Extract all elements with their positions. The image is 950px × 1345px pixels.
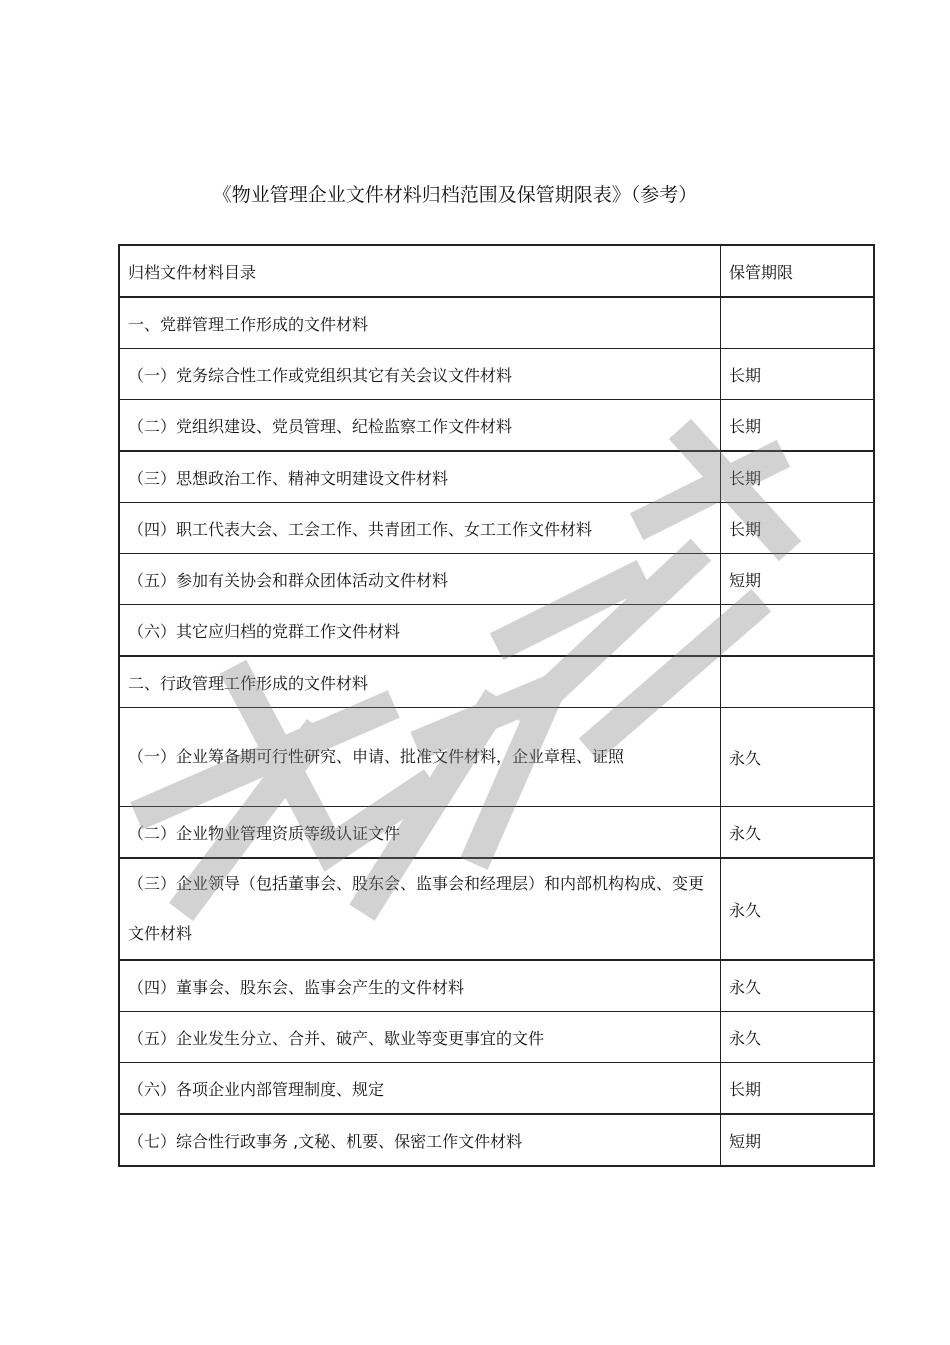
table-row: [119, 297, 874, 349]
row-period: 长期: [721, 349, 875, 400]
retention-table: [118, 244, 875, 1167]
header-item: 归档文件材料目录: [119, 245, 721, 297]
row-period: [721, 605, 875, 657]
table-row: [119, 858, 874, 960]
header-period: 保管期限: [721, 245, 875, 297]
row-item: 二、行政管理工作形成的文件材料: [119, 656, 721, 708]
table-header-row: [119, 245, 874, 297]
row-period: 短期: [721, 1114, 875, 1166]
row-item: （五）企业发生分立、合并、破产、歇业等变更事宜的文件: [119, 1012, 721, 1063]
table-row: [119, 605, 874, 657]
page-title: 《物业管理企业文件材料归档范围及保管期限表》（参考）: [212, 184, 698, 206]
table-row: [119, 400, 874, 452]
table-row: [119, 451, 874, 503]
table-row: [119, 807, 874, 859]
row-item: （三）企业领导（包括董事会、股东会、监事会和经理层）和内部机构构成、变更文件材料: [119, 858, 721, 960]
row-period: [721, 656, 875, 708]
row-period: 永久: [721, 960, 875, 1012]
row-period: 长期: [721, 503, 875, 554]
row-item: （三）思想政治工作、精神文明建设文件材料: [119, 451, 721, 503]
table-row: [119, 349, 874, 400]
row-period: 短期: [721, 554, 875, 605]
row-period: 永久: [721, 807, 875, 859]
table-row: [119, 503, 874, 554]
table-row: [119, 1114, 874, 1166]
table-row: [119, 960, 874, 1012]
table-row: [119, 708, 874, 807]
table-row: [119, 656, 874, 708]
row-item: （七）综合性行政事务 ,文秘、机要、保密工作文件材料: [119, 1114, 721, 1166]
row-item: （六）其它应归档的党群工作文件材料: [119, 605, 721, 657]
table-row: [119, 554, 874, 605]
row-period: 永久: [721, 708, 875, 807]
row-period: 长期: [721, 400, 875, 452]
row-item: （四）董事会、股东会、监事会产生的文件材料: [119, 960, 721, 1012]
row-period: 永久: [721, 1012, 875, 1063]
row-item: 一、党群管理工作形成的文件材料: [119, 297, 721, 349]
row-period: 永久: [721, 858, 875, 960]
row-item: （一）党务综合性工作或党组织其它有关会议文件材料: [119, 349, 721, 400]
row-item: （五）参加有关协会和群众团体活动文件材料: [119, 554, 721, 605]
row-item: （二）企业物业管理资质等级认证文件: [119, 807, 721, 859]
row-period: 长期: [721, 1063, 875, 1115]
row-item: （一）企业筹备期可行性研究、申请、批准文件材料，企业章程、证照: [119, 708, 721, 807]
row-period: 长期: [721, 451, 875, 503]
row-item: （二）党组织建设、党员管理、纪检监察工作文件材料: [119, 400, 721, 452]
row-period: [721, 297, 875, 349]
row-item: （四）职工代表大会、工会工作、共青团工作、女工工作文件材料: [119, 503, 721, 554]
row-item: （六）各项企业内部管理制度、规定: [119, 1063, 721, 1115]
table-row: [119, 1063, 874, 1115]
table-row: [119, 1012, 874, 1063]
